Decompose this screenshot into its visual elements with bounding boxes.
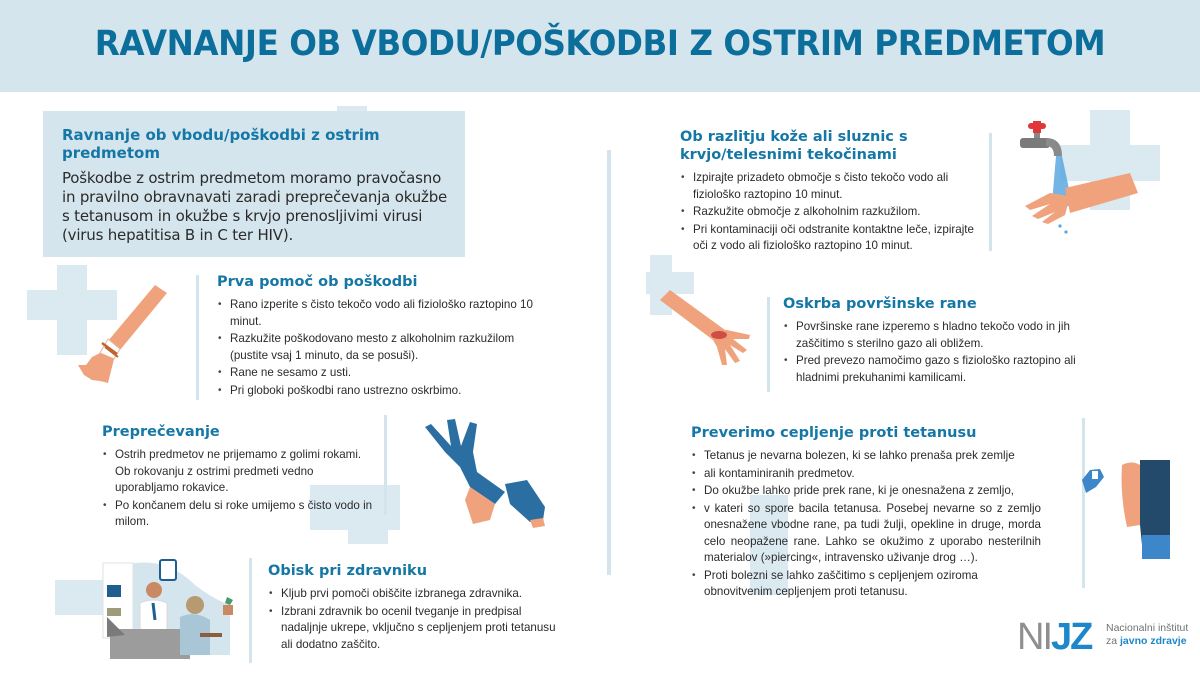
divider-wound <box>767 297 770 392</box>
list-item: • Tetanus je nevarna bolezen, ki se lahko prenaša prek zemlje <box>691 448 1041 465</box>
section-heading: Prva pomoč ob poškodbi <box>217 274 418 290</box>
list-item: • Pri globoki poškodbi rano ustrezno oskrbimo. <box>217 383 552 400</box>
doctor-visit-icon <box>55 545 245 665</box>
intro-text: Poškodbe z ostrim predmetom moramo pravočasno in pravilno obravnavati zaradi preprečevanja okužbe s tetanusom in okužbe s krvjo prenosljivimi virusi (virus hepatitisa B in C ter HIV). <box>62 169 448 244</box>
bullet-list <box>680 170 980 255</box>
bullet-list <box>268 586 558 653</box>
list-item: • Pred prevezo namočimo gazo s fiziološko raztopino ali hladnimi prekuhanimi kamilicami. <box>783 353 1083 386</box>
list-item: • ali kontaminiranih predmetov. <box>691 466 1041 483</box>
list-item: • Kljub prvi pomoči obiščite izbranega zdravnika. <box>268 586 558 603</box>
bullet-list <box>783 319 1083 386</box>
hand-washing-tap-icon <box>1020 118 1170 238</box>
section-first-aid <box>217 273 552 400</box>
list-item: • Izbrani zdravnik bo ocenil tveganje in predpisal nadaljnje ukrepe, vključno s cepljenjem proti tetanusu ali dodatno zaščito. <box>268 604 558 654</box>
section-prevention <box>102 423 377 532</box>
section-heading: Ob razlitju kože ali sluznic s krvjo/telesnimi tekočinami <box>680 129 908 163</box>
list-item: • Površinske rane izperemo s hladno tekočo vodo in jih zaščitimo s sterilno gazo ali obližem. <box>783 319 1083 352</box>
divider-prevention <box>384 415 387 515</box>
intro-panel <box>43 111 465 257</box>
divider-first-aid <box>196 275 199 400</box>
bullet-list <box>217 297 552 399</box>
section-heading: Obisk pri zdravniku <box>268 563 428 579</box>
list-item: • Rano izperite s čisto tekočo vodo ali fiziološko raztopino 10 minut. <box>217 297 552 330</box>
section-tetanus <box>691 424 1041 602</box>
section-spill <box>680 128 980 256</box>
list-item: • Pri kontaminaciji oči odstranite kontaktne leče, izpirajte oči z vodo ali fiziološko raztopino 10 minut. <box>680 222 980 255</box>
vaccination-icon <box>1082 455 1200 565</box>
section-heading: Oskrba površinske rane <box>783 296 977 312</box>
page-title: RAVNANJE OB VBODU/POŠKODBI Z OSTRIM PREDMETOM <box>94 24 1106 64</box>
list-item: • v kateri so spore bacila tetanusa. Posebej nevarne so z zemljo onesnažene vbodne rane, pa tudi žulji, opekline in druge, morda celo neopažene rane. Lahko se okužimo z uporabo nesterilnih materialov (»piercing«, intravensko uživanje drog …). <box>691 501 1041 567</box>
list-item: • Rane ne sesamo z usti. <box>217 365 552 382</box>
logo-text: Nacionalni inštitut za javno zdravje <box>1106 622 1189 647</box>
nijz-logo <box>1017 617 1192 661</box>
section-wound-care <box>783 295 1083 387</box>
divider-doctor <box>249 558 252 663</box>
list-item: • Izpirajte prizadeto območje s čisto tekočo vodo ali fiziološko raztopino 10 minut. <box>680 170 980 203</box>
section-heading: Preverimo cepljenje proti tetanusu <box>691 425 977 441</box>
logo-mark: NIJZ <box>1017 616 1092 658</box>
header-banner <box>0 0 1200 92</box>
list-item: • Razkužite poškodovano mesto z alkoholnim razkužilom (pustite vsaj 1 minuto, da se posuši). <box>217 331 552 364</box>
list-item: • Do okužbe lahko pride prek rane, ki je onesnažena z zemljo, <box>691 483 1041 500</box>
list-item: • Po končanem delu si roke umijemo s čisto vodo in milom. <box>102 498 377 531</box>
bandaged-arm-icon <box>70 275 170 385</box>
center-divider <box>607 150 611 575</box>
section-heading: Preprečevanje <box>102 424 220 440</box>
gloves-icon <box>415 412 565 532</box>
list-item: • Razkužite območje z alkoholnim razkužilom. <box>680 204 980 221</box>
bullet-list <box>691 448 1041 601</box>
intro-heading: Ravnanje ob vbodu/poškodbi z ostrim predmetom <box>62 126 380 162</box>
list-item: • Ostrih predmetov ne prijemamo z golimi rokami. Ob rokovanju z ostrimi predmeti vedno uporabljamo rokavice. <box>102 447 377 497</box>
bullet-list <box>102 447 377 531</box>
divider-spill <box>989 133 992 251</box>
wounded-arm-icon <box>655 285 755 370</box>
section-doctor-visit <box>268 562 558 654</box>
list-item: • Proti bolezni se lahko zaščitimo s cepljenjem oziroma obnovitvenim cepljenjem proti tetanusu. <box>691 568 1041 601</box>
